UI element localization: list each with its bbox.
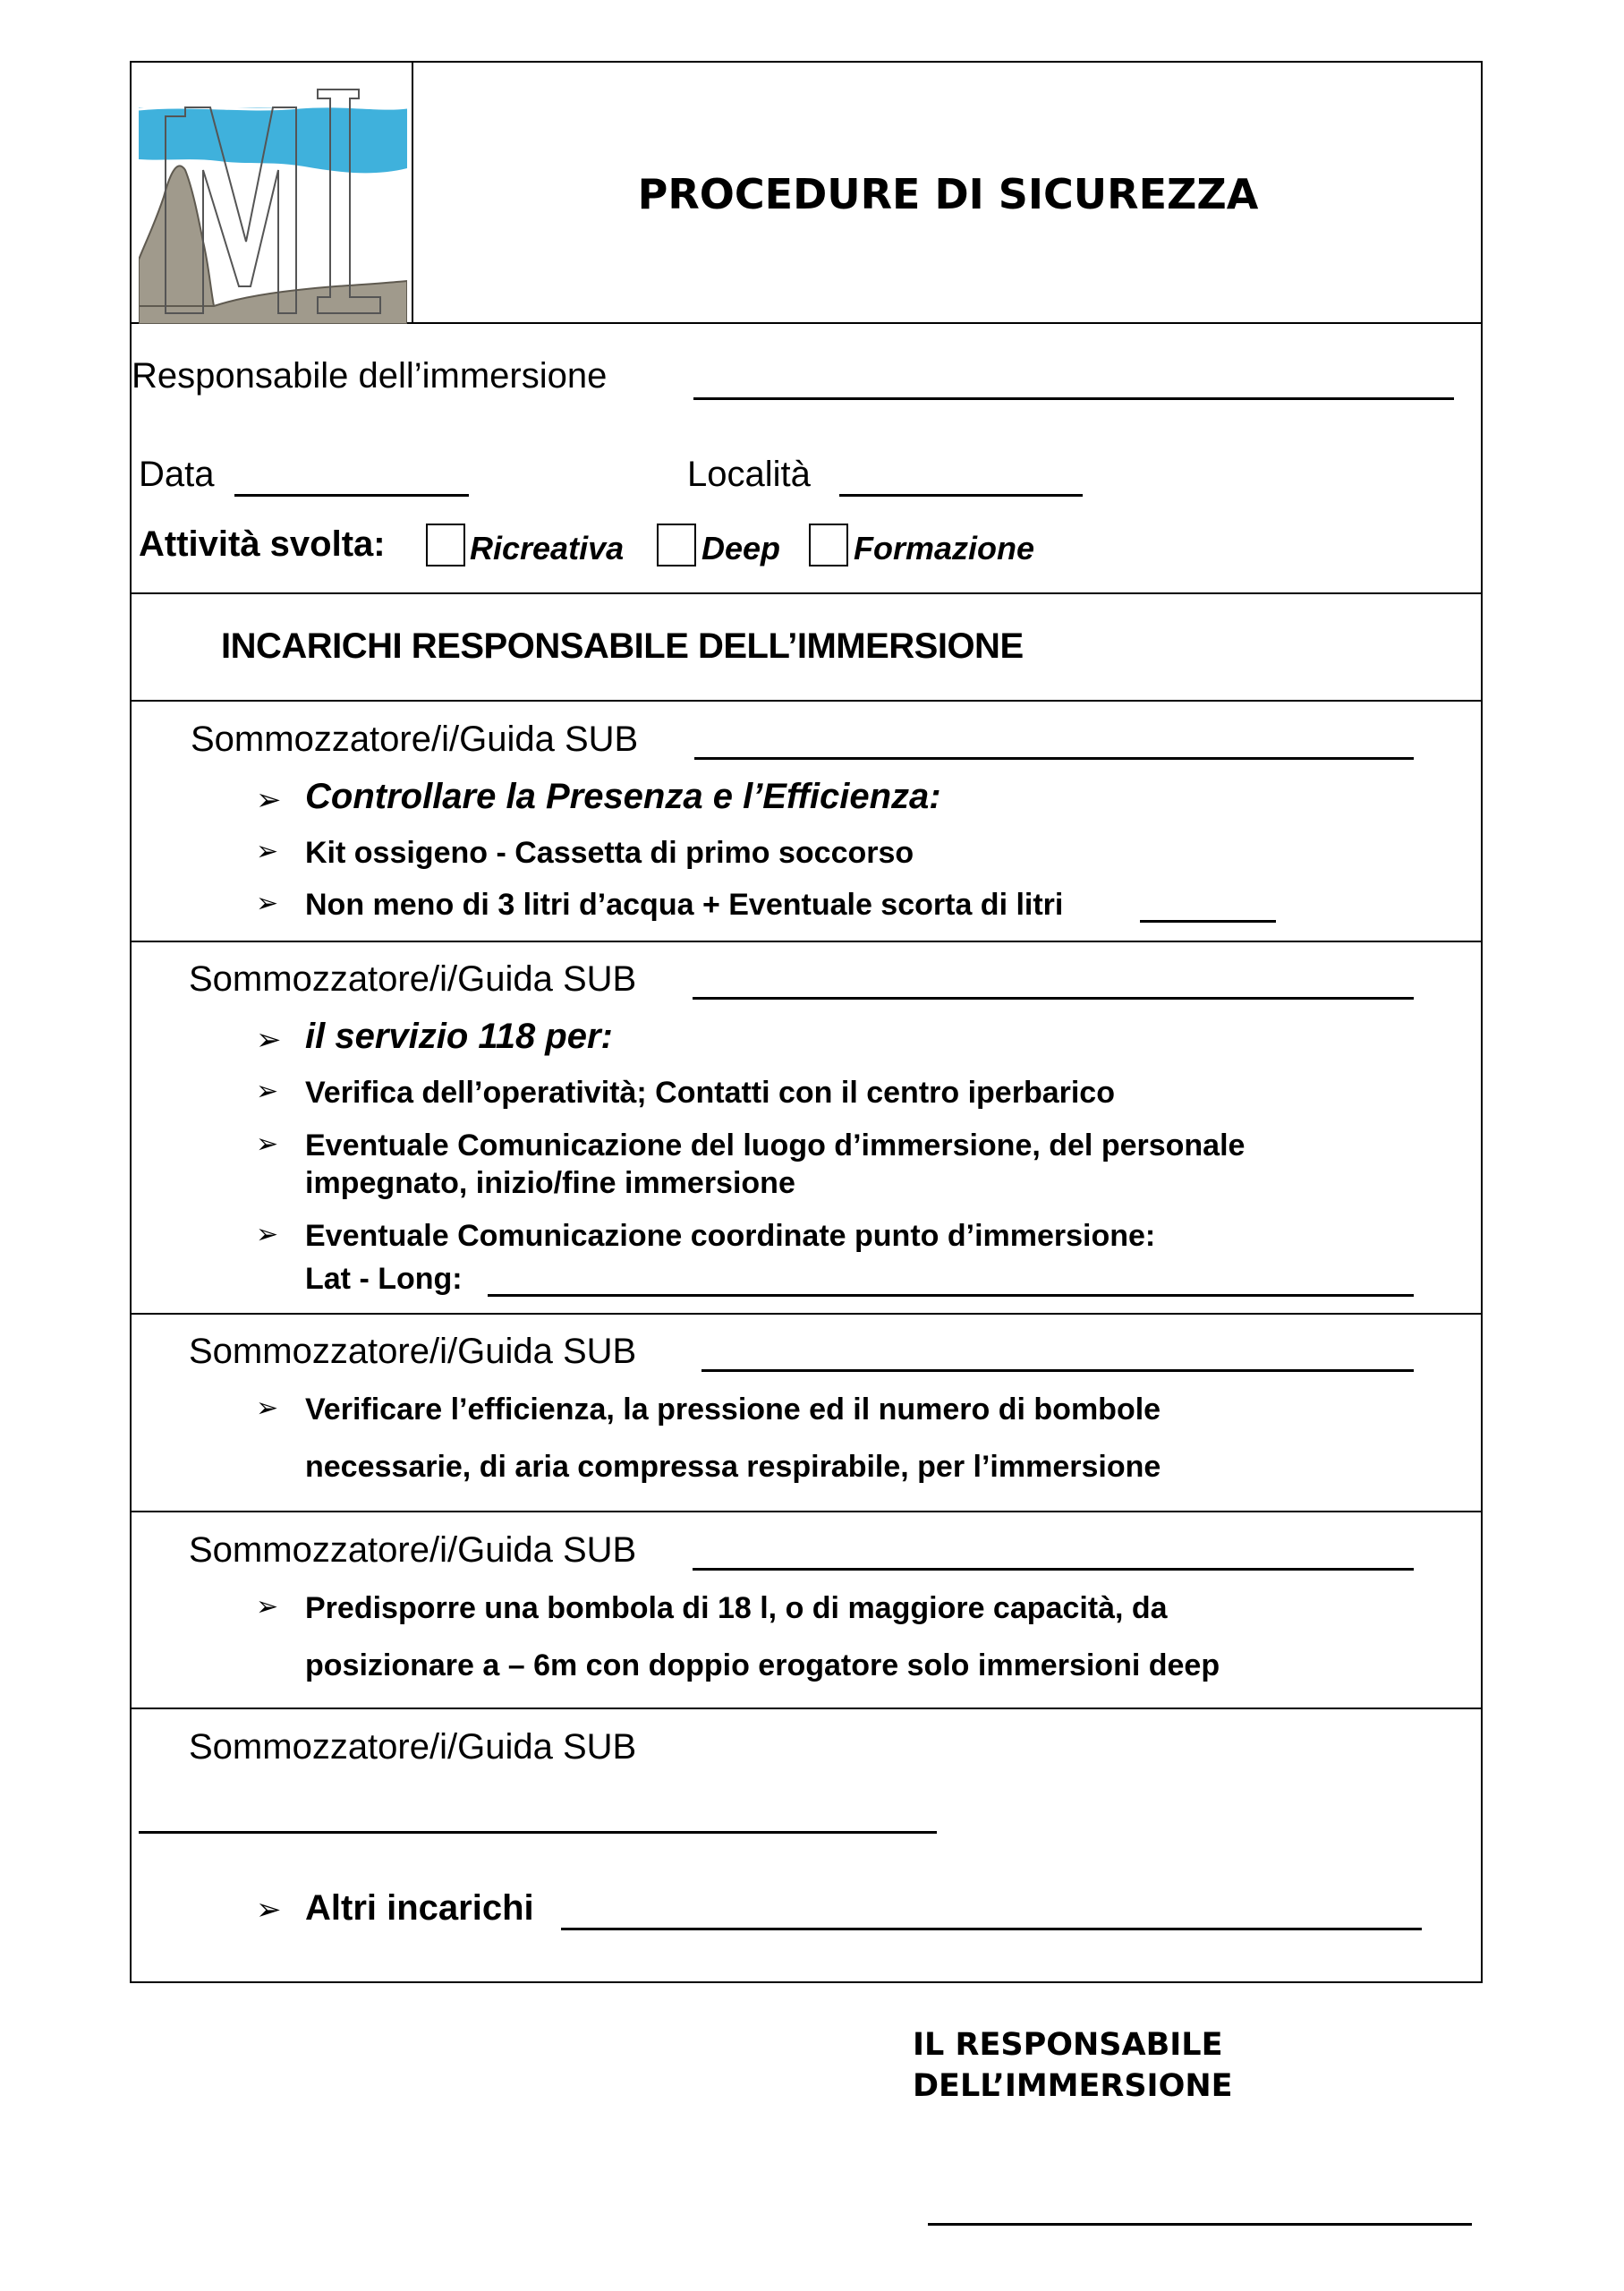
logo-cell [130, 61, 413, 324]
arrow-bullet-icon: ➢ [256, 1220, 279, 1249]
localita-label: Località [687, 455, 811, 494]
sub-field[interactable] [701, 1369, 1414, 1372]
arrow-bullet-icon: ➢ [256, 837, 279, 866]
section2-item: Verifica dell’operatività; Contatti con il centro iperbarico [305, 1076, 1115, 1110]
section1-item: Non meno di 3 litri d’acqua + Eventuale scorta di litri [305, 888, 1064, 922]
signature-line1: IL RESPONSABILE [913, 2027, 1223, 2063]
divider [130, 1708, 1483, 1709]
section2-item-cont: impegnato, inizio/fine immersione [305, 1166, 795, 1200]
sub-field[interactable] [693, 997, 1414, 1000]
arrow-bullet-icon: ➢ [256, 1393, 279, 1423]
option-ricreativa: Ricreativa [470, 530, 625, 566]
arrow-bullet-icon: ➢ [256, 1893, 282, 1927]
option-deep: Deep [701, 530, 781, 566]
section2-item: Eventuale Comunicazione coordinate punto d’immersione: [305, 1219, 1156, 1253]
divider [130, 1511, 1483, 1512]
responsabile-field[interactable] [693, 397, 1454, 400]
responsabile-label: Responsabile dell’immersione [132, 356, 608, 396]
arrow-bullet-icon: ➢ [256, 1077, 279, 1106]
divider [130, 941, 1483, 942]
incarichi-heading: INCARICHI RESPONSABILE DELL’IMMERSIONE [221, 626, 1024, 666]
data-field[interactable] [234, 494, 469, 497]
sub-label: Sommozzatore/i/Guida SUB [189, 959, 637, 999]
localita-field[interactable] [839, 494, 1083, 497]
section4-line: Predisporre una bombola di 18 l, o di maggiore capacità, da [305, 1591, 1168, 1625]
sub-field[interactable] [694, 757, 1414, 760]
section3-line: Verificare l’efficienza, la pressione ed il numero di bombole [305, 1392, 1161, 1427]
divider [130, 700, 1483, 702]
attivita-label: Attività svolta: [139, 524, 386, 564]
altri-incarichi-label: Altri incarichi [305, 1888, 534, 1928]
latlong-label: Lat - Long: [305, 1262, 463, 1296]
sub-label: Sommozzatore/i/Guida SUB [189, 1727, 637, 1767]
option-formazione: Formazione [854, 530, 1035, 566]
sub-field[interactable] [139, 1831, 937, 1834]
sub-label: Sommozzatore/i/Guida SUB [191, 720, 639, 759]
section2-item: Eventuale Comunicazione del luogo d’immersione, del personale [305, 1128, 1246, 1163]
signature-field[interactable] [928, 2223, 1472, 2226]
sub-label: Sommozzatore/i/Guida SUB [189, 1530, 637, 1570]
section1-heading: Controllare la Presenza e l’Efficienza: [305, 777, 941, 816]
divider [130, 592, 1483, 594]
section3-line: necessarie, di aria compressa respirabile, per l’immersione [305, 1450, 1161, 1484]
sub-label: Sommozzatore/i/Guida SUB [189, 1332, 637, 1371]
arrow-bullet-icon: ➢ [256, 1129, 279, 1159]
litri-field[interactable] [1140, 920, 1276, 923]
checkbox-formazione[interactable] [809, 524, 848, 566]
signature-block [913, 2024, 1233, 2107]
logo-mi-icon [139, 72, 407, 324]
section2-heading: il servizio 118 per: [305, 1017, 613, 1056]
section4-line: posizionare a – 6m con doppio erogatore solo immersioni deep [305, 1648, 1220, 1682]
arrow-bullet-icon: ➢ [256, 783, 282, 817]
data-label: Data [139, 455, 215, 494]
arrow-bullet-icon: ➢ [256, 1592, 279, 1622]
latlong-field[interactable] [488, 1294, 1414, 1297]
arrow-bullet-icon: ➢ [256, 1023, 282, 1057]
checkbox-deep[interactable] [657, 524, 696, 566]
signature-line2: DELL’IMMERSIONE [913, 2068, 1233, 2104]
arrow-bullet-icon: ➢ [256, 889, 279, 918]
checkbox-ricreativa[interactable] [426, 524, 465, 566]
altri-incarichi-field[interactable] [561, 1928, 1422, 1930]
section1-item: Kit ossigeno - Cassetta di primo soccorso [305, 836, 914, 870]
sub-field[interactable] [693, 1568, 1414, 1571]
divider [130, 1313, 1483, 1315]
document-title: PROCEDURE DI SICUREZZA [637, 170, 1259, 218]
